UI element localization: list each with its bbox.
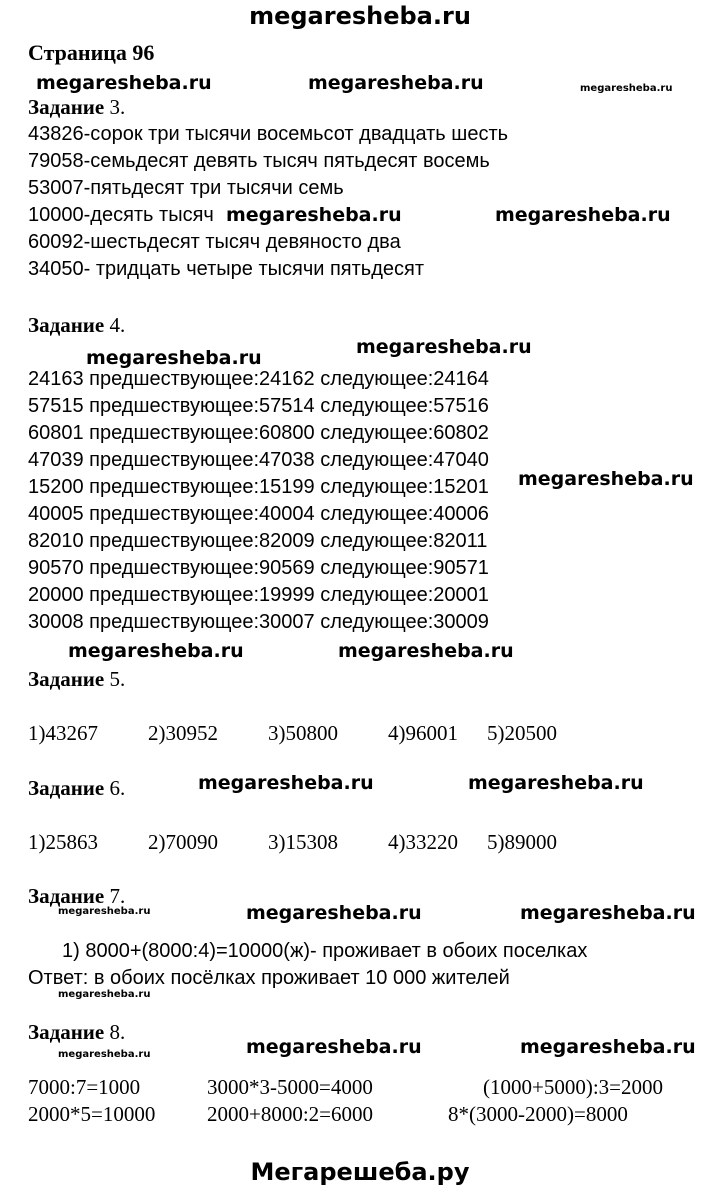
watermark: megaresheba.ru: [495, 204, 671, 226]
task-line: 20000 предшествующее:19999 следующее:20001: [28, 584, 489, 606]
equation: 2000+8000:2=6000: [207, 1102, 374, 1126]
answer-item: 5)89000: [487, 830, 557, 854]
watermark: megaresheba.ru: [246, 902, 422, 924]
task-line: 15200 предшествующее:15199 следующее:15201: [28, 476, 489, 498]
watermark: megaresheba.ru: [58, 1049, 151, 1060]
task-line: 82010 предшествующее:82009 следующее:82011: [28, 530, 488, 552]
answer-line: Ответ: в обоих посёлках проживает 10 000 жителей: [28, 967, 510, 989]
answer-item: 4)33220: [388, 830, 458, 854]
task-line: 60092-шестьдесят тысяч девяносто два: [28, 231, 401, 253]
task-heading: Задание 8.: [28, 1020, 126, 1044]
task-line: 90570 предшествующее:90569 следующее:90571: [28, 557, 489, 579]
watermark: megaresheba.ru: [356, 336, 532, 358]
watermark: megaresheba.ru: [68, 640, 244, 662]
task-line: 24163 предшествующее:24162 следующее:24164: [28, 368, 489, 390]
task-line: 60801 предшествующее:60800 следующее:60802: [28, 422, 489, 444]
task-line: 57515 предшествующее:57514 следующее:57516: [28, 395, 489, 417]
page-title: Страница 96: [28, 40, 155, 65]
watermark: megaresheba.ru: [468, 772, 644, 794]
equation: 3000*3-5000=4000: [207, 1075, 373, 1099]
equation: 7000:7=1000: [28, 1075, 141, 1099]
watermark: megaresheba.ru: [338, 640, 514, 662]
task-heading: Задание 7.: [28, 884, 126, 908]
answer-item: 5)20500: [487, 721, 557, 745]
task-heading: Задание 6.: [28, 776, 126, 800]
task-heading: Задание 5.: [28, 667, 126, 691]
task-line: 34050- тридцать четыре тысячи пятьдесят: [28, 258, 424, 280]
task-line: 79058-семьдесят девять тысяч пятьдесят восемь: [28, 150, 490, 172]
task-line: 53007-пятьдесят три тысячи семь: [28, 177, 344, 199]
watermark: megaresheba.ru: [36, 72, 212, 94]
watermark: megaresheba.ru: [580, 83, 673, 94]
answer-item: 3)50800: [268, 721, 338, 745]
answer-item: 2)70090: [148, 830, 218, 854]
equation: 8*(3000-2000)=8000: [448, 1102, 628, 1126]
task-line: 40005 предшествующее:40004 следующее:40006: [28, 503, 489, 525]
answer-item: 2)30952: [148, 721, 218, 745]
answer-item: 1)43267: [28, 721, 98, 745]
watermark: megaresheba.ru: [58, 906, 151, 917]
equation: (1000+5000):3=2000: [483, 1075, 664, 1099]
solution-line: 1) 8000+(8000:4)=10000(ж)- проживает в обоих поселках: [62, 940, 588, 962]
site-header[interactable]: megaresheba.ru: [249, 2, 471, 30]
task-heading: Задание 4.: [28, 313, 126, 337]
task-line: 30008 предшествующее:30007 следующее:30009: [28, 611, 489, 633]
watermark: megaresheba.ru: [308, 72, 484, 94]
answer-item: 4)96001: [388, 721, 458, 745]
watermark: megaresheba.ru: [246, 1036, 422, 1058]
task-line: 43826-сорок три тысячи восемьсот двадцать шесть: [28, 123, 509, 145]
watermark: megaresheba.ru: [518, 468, 694, 490]
watermark: megaresheba.ru: [520, 902, 696, 924]
watermark: megaresheba.ru: [226, 204, 402, 226]
answer-item: 3)15308: [268, 830, 338, 854]
answer-item: 1)25863: [28, 830, 98, 854]
watermark: megaresheba.ru: [58, 989, 151, 1000]
watermark: megaresheba.ru: [198, 772, 374, 794]
watermark: megaresheba.ru: [86, 347, 262, 369]
site-footer[interactable]: Мегарешеба.ру: [250, 1158, 470, 1186]
equation: 2000*5=10000: [28, 1102, 156, 1126]
task-line: 47039 предшествующее:47038 следующее:47040: [28, 449, 489, 471]
task-line: 10000-десять тысяч: [28, 204, 214, 226]
watermark: megaresheba.ru: [520, 1036, 696, 1058]
task-heading: Задание 3.: [28, 95, 126, 119]
